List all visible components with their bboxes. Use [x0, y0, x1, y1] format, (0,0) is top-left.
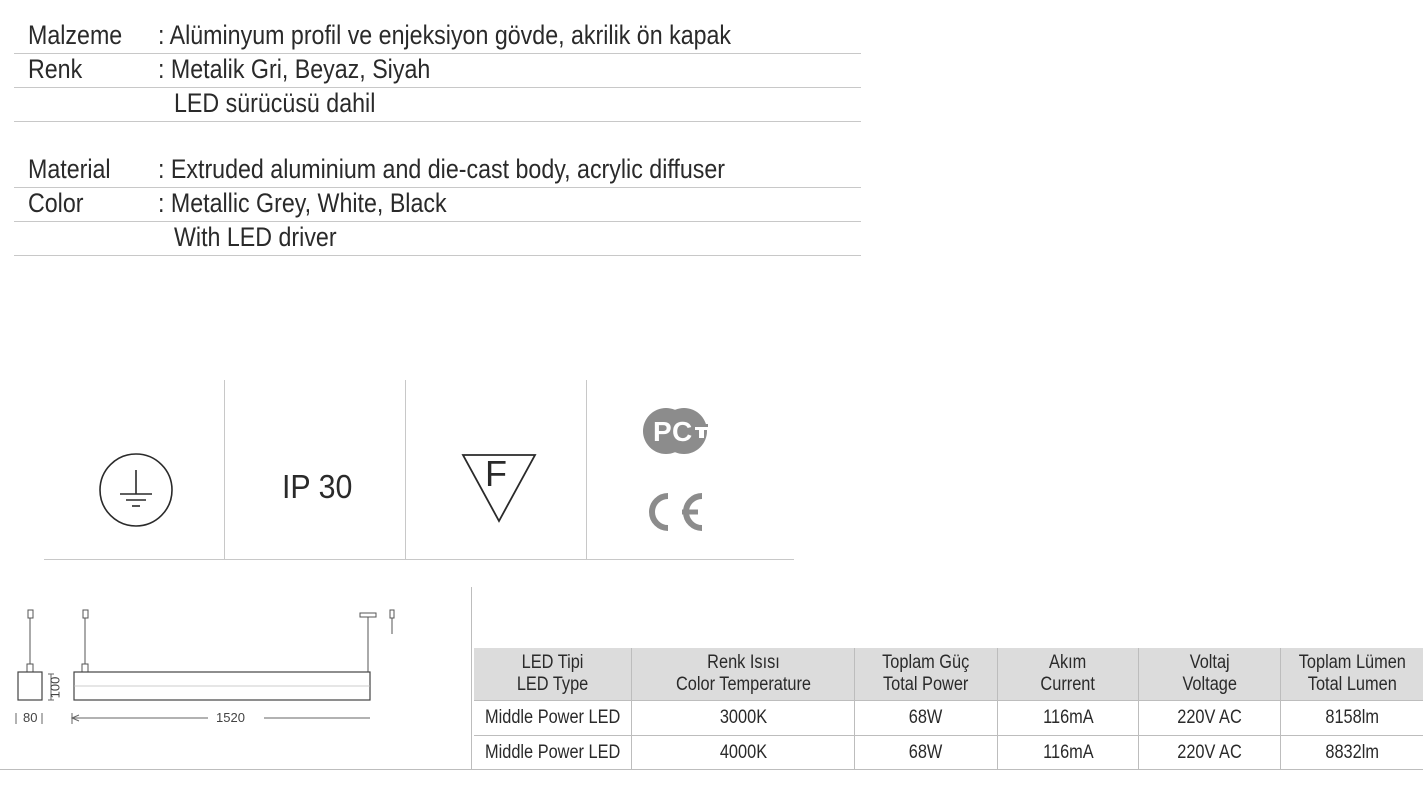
column-header: Voltaj Voltage — [1139, 648, 1281, 701]
spec-row-color-tr — [14, 54, 861, 88]
spec-value: : Alüminyum profil ve enjeksiyon gövde, akrilik ön kapak — [158, 20, 732, 50]
table-cell: 68W — [855, 736, 997, 771]
earth-ground-icon — [98, 452, 174, 528]
spec-block-en — [14, 154, 861, 256]
f-mark-icon — [460, 452, 538, 524]
divider — [586, 380, 587, 560]
table-cell: 116mA — [997, 736, 1139, 771]
table-cell: 220V AC — [1139, 701, 1281, 736]
spec-value: : Metalik Gri, Beyaz, Siyah — [158, 54, 431, 84]
spec-block-tr — [14, 20, 861, 122]
dimension-width: 80 — [23, 710, 38, 725]
divider — [224, 380, 225, 560]
table-cell: Middle Power LED — [474, 736, 632, 771]
table-cell: 8158lm — [1281, 701, 1423, 736]
ce-mark-icon — [642, 490, 708, 534]
table-cell: 4000K — [632, 736, 855, 771]
spec-label: Renk — [28, 54, 83, 84]
dimension-height: 100 — [47, 676, 63, 699]
spec-row-color-en — [14, 188, 861, 222]
spec-label: Material — [28, 154, 111, 184]
spec-row-material-en — [14, 154, 861, 188]
spec-row-driver-en — [14, 222, 861, 256]
table-row — [474, 701, 1423, 736]
table-cell: 220V AC — [1139, 736, 1281, 771]
spec-value: : Metallic Grey, White, Black — [158, 188, 447, 218]
divider — [471, 587, 472, 770]
svg-text:P: P — [653, 416, 672, 447]
column-header: Toplam Güç Total Power — [855, 648, 997, 701]
led-spec-table — [474, 648, 1423, 770]
table-cell: 8832lm — [1281, 736, 1423, 771]
divider — [44, 559, 794, 560]
ip-rating: IP 30 — [282, 468, 353, 505]
spec-value: With LED driver — [174, 222, 337, 252]
table-cell: 68W — [855, 701, 997, 736]
spec-row-driver-tr — [14, 88, 861, 122]
table-cell: 3000K — [632, 701, 855, 736]
divider — [405, 380, 406, 560]
spec-label: Color — [28, 188, 84, 218]
table-header-row — [474, 648, 1423, 701]
table-row — [474, 736, 1423, 771]
column-header: LED Tipi LED Type — [474, 648, 632, 701]
dimension-length: 1520 — [216, 710, 245, 725]
column-header: Renk Isısı Color Temperature — [632, 648, 855, 701]
spec-label: Malzeme — [28, 20, 123, 50]
table-cell: Middle Power LED — [474, 701, 632, 736]
table-cell: 116mA — [997, 701, 1139, 736]
spec-value: LED sürücüsü dahil — [174, 88, 376, 118]
f-mark-letter: F — [485, 453, 507, 494]
column-header: Akım Current — [997, 648, 1139, 701]
svg-text:C: C — [672, 416, 693, 447]
column-header: Toplam Lümen Total Lumen — [1281, 648, 1423, 701]
spec-row-material-tr — [14, 20, 861, 54]
spec-value: : Extruded aluminium and die-cast body, acrylic diffuser — [158, 154, 726, 184]
pct-mark-icon — [642, 406, 712, 456]
